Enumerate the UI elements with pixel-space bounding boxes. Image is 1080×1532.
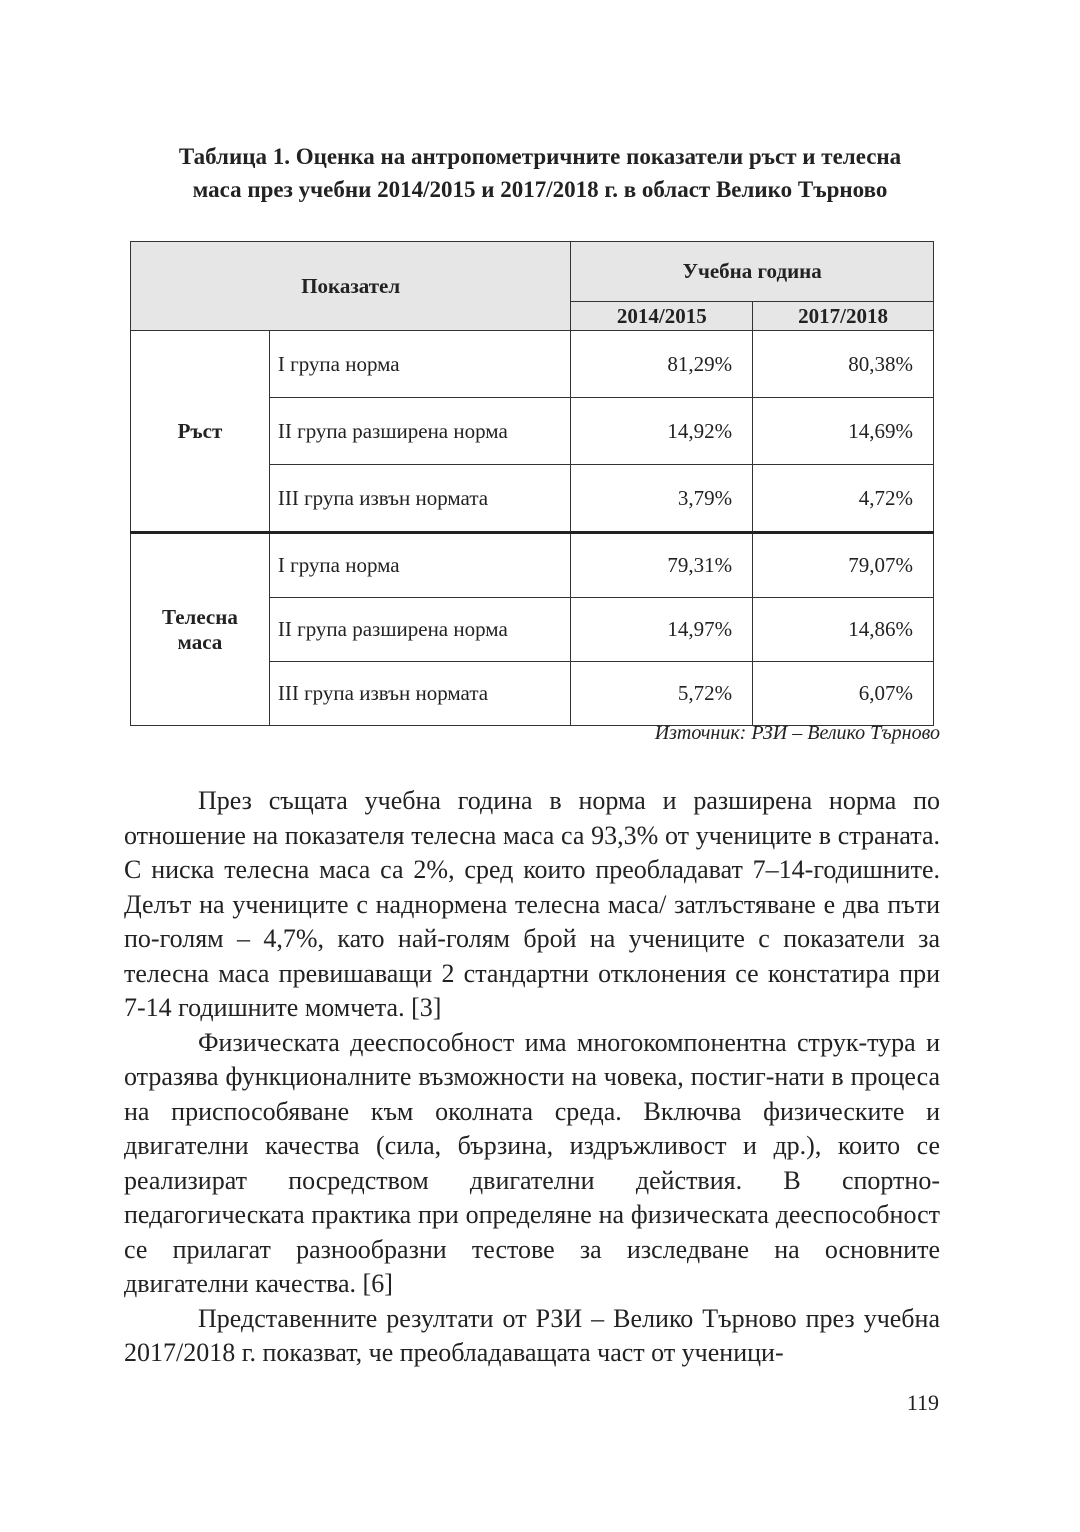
value-cell: 14,92% (571, 398, 753, 465)
group-body-mass-line-2: маса (177, 629, 223, 654)
row-label: II група разширена норма (269, 598, 571, 662)
header-indicator: Показател (131, 242, 571, 331)
group-height: Ръст (131, 331, 270, 533)
paragraph-1: През същата учебна година в норма и разширена норма по отношение на показателя телесна маса са 93,3% от учениците в страната. С ниска телесна маса са 2%, сред които преобладават 7–14-годишните. Делът на учениците с наднормена телесна маса/ затлъстяване е два пъти по-голям – 4,7%, като най-голям брой на учениците с показатели за телесна маса превишаващи 2 стандартни отклонения се констатира при 7-14 годишните момчета. [3] (124, 786, 940, 1022)
row-label: I група норма (269, 331, 571, 398)
anthropometric-table (130, 241, 934, 726)
paragraph-3: Представенните резултати от РЗИ – Велико Търново през учебна 2017/2018 г. показват, че преобладаващата част от ученици- (124, 1303, 940, 1367)
value-cell: 79,31% (571, 533, 753, 598)
caption-line-2: маса през учебни 2014/2015 и 2017/2018 г. в област Велико Търново (192, 177, 888, 202)
value-cell: 79,07% (753, 533, 934, 598)
row-label: II група разширена норма (269, 398, 571, 465)
body-text (124, 784, 940, 1371)
value-cell: 81,29% (571, 331, 753, 398)
header-school-year: Учебна година (571, 242, 934, 302)
value-cell: 14,97% (571, 598, 753, 662)
page-number: 119 (906, 1390, 939, 1415)
header-year-2: 2017/2018 (753, 302, 934, 331)
value-cell: 80,38% (753, 331, 934, 398)
value-cell: 14,86% (753, 598, 934, 662)
table-source: Източник: РЗИ – Велико Търново (654, 722, 940, 744)
group-body-mass (131, 533, 270, 726)
caption-line-1: Таблица 1. Оценка на антропометричните показатели ръст и телесна (178, 144, 902, 169)
table-row (131, 533, 934, 598)
paragraph-2: Физическата дееспособност има многокомпонентна струк-тура и отразява функционалните възможности на човека, постиг-нати в процеса на приспособяване към околната среда. Включва физическите и двигателни качества (сила, бързина, издръжливост и др.), които се реализират посредством двигателни действия. В спортно-педагогическата практика при определяне на физическата дееспособност се прилагат разнообразни тестове за изследване на основните двигателни качества. [6] (124, 1027, 940, 1298)
row-label: III група извън нормата (269, 662, 571, 726)
value-cell: 3,79% (571, 465, 753, 533)
value-cell: 4,72% (753, 465, 934, 533)
row-label: III група извън нормата (269, 465, 571, 533)
table-caption (124, 140, 956, 206)
table-row (131, 331, 934, 398)
row-label: I група норма (269, 533, 571, 598)
value-cell: 14,69% (753, 398, 934, 465)
group-body-mass-line-1: Телесна (162, 604, 238, 629)
header-year-1: 2014/2015 (571, 302, 753, 331)
value-cell: 5,72% (571, 662, 753, 726)
value-cell: 6,07% (753, 662, 934, 726)
